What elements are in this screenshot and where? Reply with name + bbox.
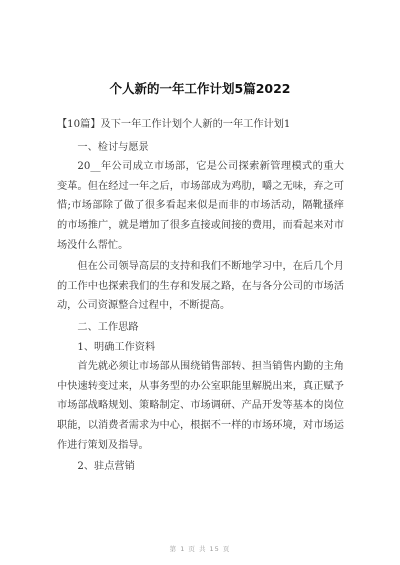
paragraph-clarify: 首先就必须让市场部从围绕销售部转、担当销售内勤的主角中快速转变过来，从事务型的办公室职能里解脱出来，真正赋予市场部战略规划、策略制定、市场调研、产品开发等基本的岗位职能，以消费者需求为中心，根据不一样的市场环境，对市场运作进行策划及指导。 bbox=[57, 361, 344, 451]
document-subtitle: 【10篇】及下一年工作计划个人新的一年工作计划1 bbox=[57, 119, 291, 130]
document-title: 个人新的一年工作计划5篇2022 bbox=[109, 81, 291, 96]
subheading-clarify: 1、明确工作资料 bbox=[77, 341, 156, 353]
section-heading-review: 一、检讨与愿景 bbox=[77, 141, 149, 153]
document-body bbox=[57, 115, 344, 477]
paragraph-review: 20__年公司成立市场部，它是公司探索新管理模式的重大变革。但在经过一年之后，市场部成为鸡肋，嚼之无味，弃之可惜;市场部除了做了很多看起来似是而非的市场活动，隔靴搔痒的市场推广，就是增加了很多直接或间接的费用，而看起来对市场没什么帮忙。 bbox=[57, 161, 344, 251]
paragraph-support: 但在公司领导高层的支持和我们不断地学习中，在后几个月的工作中也探索我们的生存和发展之路，在与各分公司的市场活动，公司资源整合过程中，不断提高。 bbox=[57, 261, 344, 312]
section-heading-approach: 二、工作思路 bbox=[77, 321, 139, 333]
page-footer: 第 1 页 共 15 页 bbox=[169, 545, 231, 553]
subheading-onsite-marketing: 2、驻点营销 bbox=[77, 461, 135, 473]
